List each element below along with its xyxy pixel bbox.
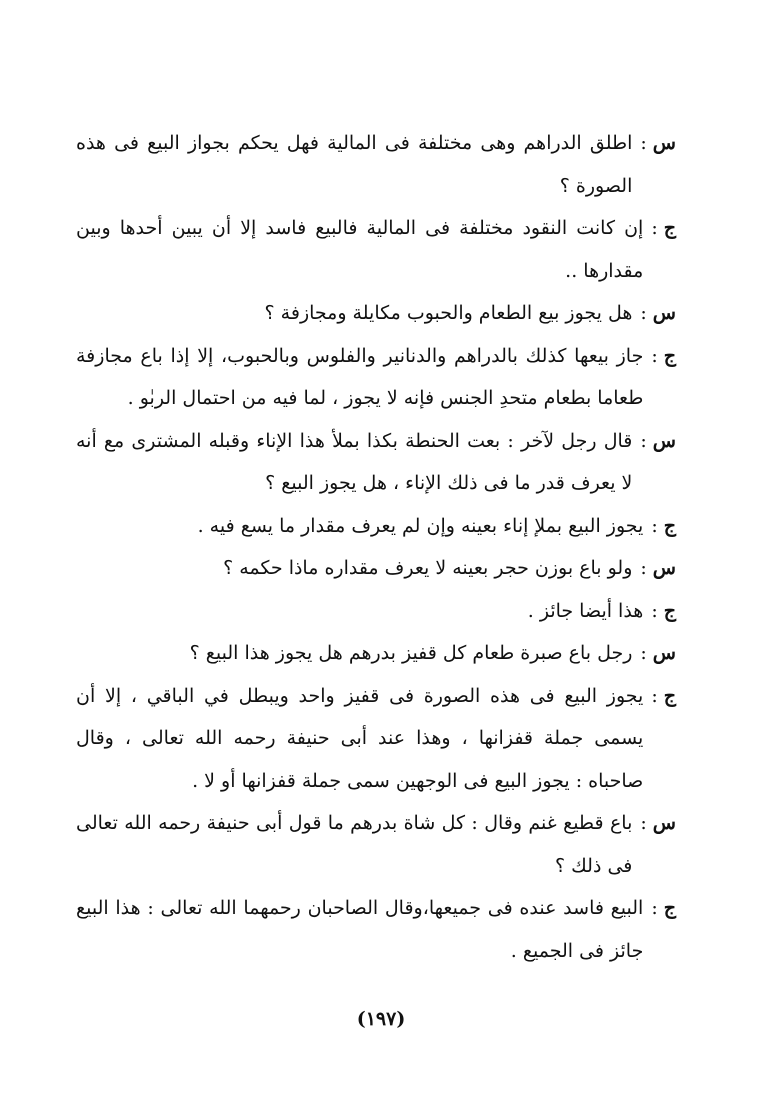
question-text: هل يجوز بيع الطعام والحبوب مكايلة ومجازفة ؟ bbox=[264, 302, 633, 324]
answer-marker: ج: bbox=[651, 599, 676, 622]
answer-text: إن كانت النقود مختلفة فى المالية فالبيع فاسد إلا أن يبين أحدها وبين مقدارها .. bbox=[76, 217, 644, 282]
answer-text: البيع فاسد عنده فى جميعها،وقال الصاحبان رحمهما الله تعالى : هذا البيع جائز فى الجميع . bbox=[76, 897, 644, 962]
question-marker: س: bbox=[640, 812, 676, 834]
qa-entry-3 bbox=[76, 292, 676, 335]
qa-entry-5 bbox=[76, 420, 676, 505]
question-text: اطلق الدراهم وهى مختلفة فى المالية فهل يحكم بجواز البيع فى هذه الصورة ؟ bbox=[76, 132, 633, 197]
question-marker: س: bbox=[640, 557, 676, 579]
answer-marker: ج: bbox=[651, 344, 676, 367]
qa-list bbox=[76, 122, 676, 972]
question-marker: س: bbox=[640, 132, 676, 154]
question-text: ولو باع بوزن حجر بعينه لا يعرف مقداره ماذا حكمه ؟ bbox=[223, 557, 633, 579]
qa-entry-10 bbox=[76, 675, 676, 803]
answer-text: يجوز البيع بملإ إناء بعينه وإن لم يعرف مقدار ما يسع فيه . bbox=[197, 514, 644, 537]
qa-entry-1 bbox=[76, 122, 676, 207]
answer-text: جاز بيعها كذلك بالدراهم والدنانير والفلوس وبالحبوب، إلا إذا باع مجازفة طعاما بطعام متحدِ الجنس فإنه لا يجوز ، لما فيه من احتمال الربٰو . bbox=[76, 344, 644, 409]
question-marker: س: bbox=[640, 302, 676, 324]
question-text: رجل باع صبرة طعام كل قفيز بدرهم هل يجوز هذا البيع ؟ bbox=[189, 642, 633, 664]
qa-entry-11 bbox=[76, 802, 676, 887]
qa-entry-12 bbox=[76, 887, 676, 972]
answer-marker: ج: bbox=[651, 514, 676, 537]
answer-text: يجوز البيع فى هذه الصورة فى قفيز واحد ويبطل في الباقي ، إلا أن يسمى جملة قفزانها ، وهذا عند أبى حنيفة رحمه الله تعالى ، وقال صاحباه : يجوز البيع فى الوجهين سمى جملة قفزانها أو لا . bbox=[76, 684, 644, 792]
qa-entry-8 bbox=[76, 590, 676, 633]
qa-entry-7 bbox=[76, 547, 676, 590]
page-number: (١٩٧) bbox=[356, 1008, 406, 1030]
question-text: باع قطيع غنم وقال : كل شاة بدرهم ما قول أبى حنيفة رحمه الله تعالى فى ذلك ؟ bbox=[76, 812, 633, 877]
answer-marker: ج: bbox=[651, 897, 676, 919]
question-marker: س: bbox=[640, 642, 676, 664]
qa-entry-6 bbox=[76, 505, 676, 548]
question-text: قال رجل لآخر : بعت الحنطة بكذا بملأ هذا الإناء وقبله المشترى مع أنه لا يعرف قدر ما فى ذلك الإناء ، هل يجوز البيع ؟ bbox=[76, 429, 633, 494]
qa-entry-4 bbox=[76, 335, 676, 420]
question-marker: س: bbox=[640, 429, 676, 452]
answer-marker: ج: bbox=[651, 217, 676, 239]
qa-entry-2 bbox=[76, 207, 676, 292]
qa-entry-9 bbox=[76, 632, 676, 675]
answer-text: هذا أيضا جائز . bbox=[527, 599, 644, 622]
answer-marker: ج: bbox=[651, 684, 676, 707]
